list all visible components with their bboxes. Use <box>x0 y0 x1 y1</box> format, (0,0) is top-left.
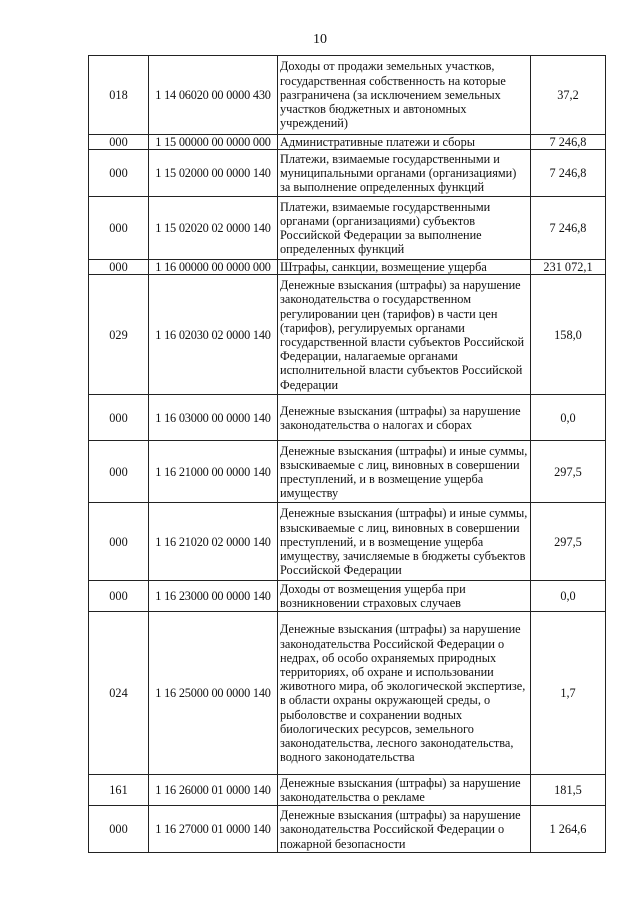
amount-cell: 158,0 <box>531 275 606 395</box>
budget-code-cell: 1 15 02020 02 0000 140 <box>149 197 278 260</box>
budget-code-cell: 1 15 00000 00 0000 000 <box>149 135 278 150</box>
budget-code-cell: 1 14 06020 00 0000 430 <box>149 56 278 135</box>
revenue-name-cell: Денежные взыскания (штрафы) и иные суммы, взыскиваемые с лиц, виновных в совершении преступлений, и в возмещение ущерба имуществу, зачисляемые в бюджеты субъектов Российской Федерации <box>278 503 531 581</box>
revenue-name-cell: Платежи, взимаемые государственными органами (организациями) субъектов Российской Федерации за выполнение определенных функций <box>278 197 531 260</box>
amount-cell: 297,5 <box>531 441 606 503</box>
revenue-name-cell: Платежи, взимаемые государственными и муниципальными органами (организациями) за выполнение определенных функций <box>278 150 531 197</box>
table-row <box>89 150 606 197</box>
budget-code-cell: 1 16 27000 01 0000 140 <box>149 806 278 853</box>
revenue-name-cell: Денежные взыскания (штрафы) за нарушение законодательства о налогах и сборах <box>278 395 531 441</box>
table-row <box>89 503 606 581</box>
table-row <box>89 775 606 806</box>
admin-code-cell: 000 <box>89 441 149 503</box>
admin-code-cell: 024 <box>89 612 149 775</box>
amount-cell: 181,5 <box>531 775 606 806</box>
amount-cell: 37,2 <box>531 56 606 135</box>
revenue-name-cell: Доходы от продажи земельных участков, государственная собственность на которые разграничена (за исключением земельных участков бюджетных и автономных учреждений) <box>278 56 531 135</box>
table-row <box>89 581 606 612</box>
budget-code-cell: 1 16 23000 00 0000 140 <box>149 581 278 612</box>
amount-cell: 7 246,8 <box>531 150 606 197</box>
revenue-name-cell: Денежные взыскания (штрафы) за нарушение законодательства Российской Федерации о недрах, об особо охраняемых природных территориях, об охране и использовании животного мира, об экологической экспертизе, в области охраны окружающей среды, о рыболовстве и сохранении водных биологических ресурсов, земельного законодательства, лесного законодательства, водного законодательства <box>278 612 531 775</box>
amount-cell: 231 072,1 <box>531 260 606 275</box>
table-row <box>89 135 606 150</box>
table-row <box>89 612 606 775</box>
budget-code-cell: 1 16 25000 00 0000 140 <box>149 612 278 775</box>
admin-code-cell: 000 <box>89 197 149 260</box>
revenue-name-cell: Денежные взыскания (штрафы) за нарушение законодательства Российской Федерации о пожарной безопасности <box>278 806 531 853</box>
table-row <box>89 197 606 260</box>
revenue-name-cell: Штрафы, санкции, возмещение ущерба <box>278 260 531 275</box>
amount-cell: 0,0 <box>531 395 606 441</box>
admin-code-cell: 029 <box>89 275 149 395</box>
revenue-name-cell: Денежные взыскания (штрафы) и иные суммы, взыскиваемые с лиц, виновных в совершении преступлений, и в возмещение ущерба имуществу <box>278 441 531 503</box>
admin-code-cell: 000 <box>89 581 149 612</box>
amount-cell: 1,7 <box>531 612 606 775</box>
table-row <box>89 56 606 135</box>
budget-code-cell: 1 16 21020 02 0000 140 <box>149 503 278 581</box>
amount-cell: 297,5 <box>531 503 606 581</box>
revenue-name-cell: Доходы от возмещения ущерба при возникновении страховых случаев <box>278 581 531 612</box>
revenue-name-cell: Денежные взыскания (штрафы) за нарушение законодательства о государственном регулировании цен (тарифов) в части цен (тарифов), регулируемых органами государственной власти субъектов Российской Федерации, налагаемые органами исполнительной власти субъектов Российской Федерации <box>278 275 531 395</box>
amount-cell: 0,0 <box>531 581 606 612</box>
table-row <box>89 275 606 395</box>
revenue-table <box>88 55 606 853</box>
amount-cell: 1 264,6 <box>531 806 606 853</box>
admin-code-cell: 000 <box>89 806 149 853</box>
budget-code-cell: 1 16 02030 02 0000 140 <box>149 275 278 395</box>
revenue-name-cell: Административные платежи и сборы <box>278 135 531 150</box>
admin-code-cell: 000 <box>89 150 149 197</box>
table-row <box>89 806 606 853</box>
budget-code-cell: 1 16 26000 01 0000 140 <box>149 775 278 806</box>
budget-code-cell: 1 16 03000 00 0000 140 <box>149 395 278 441</box>
budget-code-cell: 1 16 00000 00 0000 000 <box>149 260 278 275</box>
table-row <box>89 395 606 441</box>
revenue-name-cell: Денежные взыскания (штрафы) за нарушение законодательства о рекламе <box>278 775 531 806</box>
budget-code-cell: 1 16 21000 00 0000 140 <box>149 441 278 503</box>
amount-cell: 7 246,8 <box>531 135 606 150</box>
table-row <box>89 441 606 503</box>
admin-code-cell: 161 <box>89 775 149 806</box>
amount-cell: 7 246,8 <box>531 197 606 260</box>
admin-code-cell: 000 <box>89 135 149 150</box>
table-row <box>89 260 606 275</box>
admin-code-cell: 018 <box>89 56 149 135</box>
budget-code-cell: 1 15 02000 00 0000 140 <box>149 150 278 197</box>
admin-code-cell: 000 <box>89 260 149 275</box>
page-number: 10 <box>313 32 327 47</box>
admin-code-cell: 000 <box>89 395 149 441</box>
admin-code-cell: 000 <box>89 503 149 581</box>
